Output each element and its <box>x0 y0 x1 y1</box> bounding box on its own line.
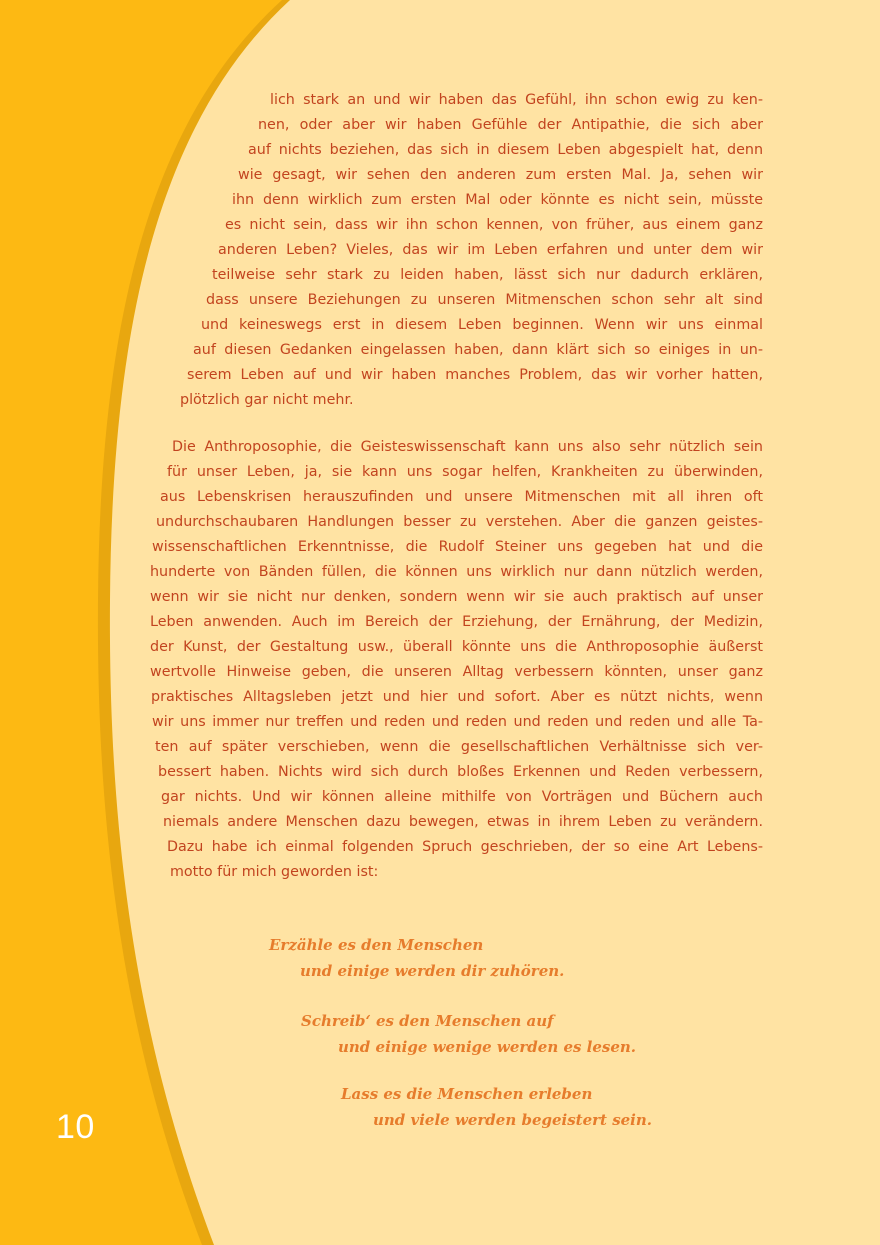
text-line: dass unsere Beziehungen zu unseren Mitmenschen schon sehr alt sind <box>206 292 763 308</box>
text-line: wertvolle Hinweise geben, die unseren Alltag verbessern könnten, unser ganz <box>150 664 763 680</box>
text-line: es nicht sein, dass wir ihn schon kennen, von früher, aus einem ganz <box>225 217 763 233</box>
text-line: wie gesagt, wir sehen den anderen zum ersten Mal. Ja, sehen wir <box>238 167 763 183</box>
poem-line: und viele werden begeistert sein. <box>373 1111 653 1129</box>
text-line: gar nichts. Und wir können alleine mithilfe von Vorträgen und Büchern auch <box>161 789 763 805</box>
poem-line: und einige wenige werden es lesen. <box>338 1038 637 1056</box>
text-line: Dazu habe ich einmal folgenden Spruch geschrieben, der so eine Art Lebens- <box>167 839 763 855</box>
text-line: wissenschaftlichen Erkenntnisse, die Rudolf Steiner uns gegeben hat und die <box>152 539 763 555</box>
poem-line: Erzähle es den Menschen <box>269 936 484 954</box>
poem-line: Schreib‘ es den Menschen auf <box>301 1012 554 1030</box>
text-line: auf nichts beziehen, das sich in diesem Leben abgespielt hat, denn <box>248 142 763 158</box>
text-line: wir uns immer nur treffen und reden und reden und reden und reden und alle Ta- <box>152 714 763 730</box>
text-line: niemals andere Menschen dazu bewegen, etwas in ihrem Leben zu verändern. <box>163 814 763 830</box>
text-line: bessert haben. Nichts wird sich durch bloßes Erkennen und Reden verbessern, <box>158 764 763 780</box>
text-line: wenn wir sie nicht nur denken, sondern wenn wir sie auch praktisch auf unser <box>150 589 763 605</box>
text-line: für unser Leben, ja, sie kann uns sogar helfen, Krankheiten zu überwinden, <box>167 464 763 480</box>
text-line: Leben anwenden. Auch im Bereich der Erziehung, der Ernährung, der Medizin, <box>150 614 763 630</box>
text-line: anderen Leben? Vieles, das wir im Leben erfahren und unter dem wir <box>218 242 763 258</box>
text-line: nen, oder aber wir haben Gefühle der Antipathie, die sich aber <box>258 117 763 133</box>
text-line: motto für mich geworden ist: <box>170 864 379 880</box>
text-line: und keineswegs erst in diesem Leben beginnen. Wenn wir uns einmal <box>201 317 763 333</box>
text-line: ihn denn wirklich zum ersten Mal oder könnte es nicht sein, müsste <box>232 192 763 208</box>
text-line: praktisches Alltagsleben jetzt und hier und sofort. Aber es nützt nichts, wenn <box>151 689 763 705</box>
text-line: plötzlich gar nicht mehr. <box>180 392 354 408</box>
text-line: aus Lebenskrisen herauszufinden und unsere Mitmenschen mit all ihren oft <box>160 489 763 505</box>
text-line: Die Anthroposophie, die Geisteswissenschaft kann uns also sehr nützlich sein <box>172 439 763 455</box>
text-line: teilweise sehr stark zu leiden haben, lässt sich nur dadurch erklären, <box>212 267 763 283</box>
text-line: serem Leben auf und wir haben manches Problem, das wir vorher hatten, <box>187 367 763 383</box>
text-line: undurchschaubaren Handlungen besser zu verstehen. Aber die ganzen geistes- <box>156 514 763 530</box>
text-line: ten auf später verschieben, wenn die gesellschaftlichen Verhältnisse sich ver- <box>155 739 763 755</box>
text-line: auf diesen Gedanken eingelassen haben, dann klärt sich so einiges in un- <box>193 342 763 358</box>
text-line: der Kunst, der Gestaltung usw., überall könnte uns die Anthroposophie äußerst <box>150 639 763 655</box>
poem-line: Lass es die Menschen erleben <box>341 1085 593 1103</box>
text-line: hunderte von Bänden füllen, die können uns wirklich nur dann nützlich werden, <box>150 564 763 580</box>
text-line: lich stark an und wir haben das Gefühl, ihn schon ewig zu ken- <box>270 92 763 108</box>
page-number: 10 <box>56 1108 95 1146</box>
poem-line: und einige werden dir zuhören. <box>300 962 565 980</box>
